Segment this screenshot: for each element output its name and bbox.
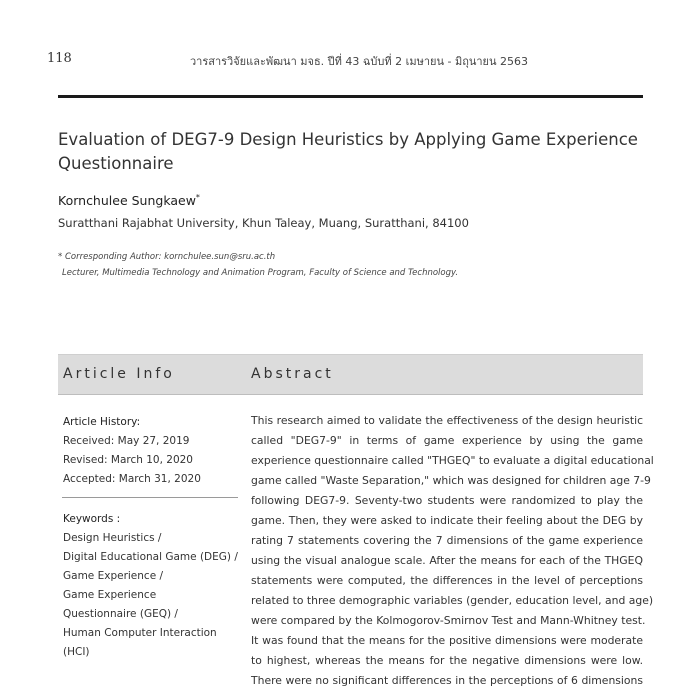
running-head: วารสารวิจัยและพัฒนา มจธ. ปีที่ 43 ฉบับที่ 2 เมษายน - มิถุนายน 2563 [190, 55, 529, 68]
author-name-text: Kornchulee Sungkaew [58, 193, 196, 209]
keyword-item: (HCI) [63, 646, 90, 658]
abstract-line: statements were computed, the differences in the level of perceptions [251, 574, 643, 587]
author-name [58, 193, 200, 208]
author-mark: * [195, 193, 200, 202]
abstract-line: This research aimed to validate the effectiveness of the design heuristic [251, 414, 643, 427]
abstract-line: using the visual analogue scale. After the means for each of the THGEQ [251, 554, 643, 567]
abstract-line: to highest, whereas the means for the negative dimensions were low. [251, 654, 643, 667]
abstract-line: game called "Waste Separation," which was designed for children age 7-9 [251, 474, 651, 487]
author-role: Lecturer, Multimedia Technology and Animation Program, Faculty of Science and Technology. [62, 268, 459, 278]
corresponding-author: * Corresponding Author: kornchulee.sun@sru.ac.th [58, 252, 276, 262]
article-history [63, 413, 243, 489]
abstract-line: rating 7 statements covering the 7 dimensions of the game experience [251, 534, 643, 547]
abstract-line: were compared by the Kolmogorov-Smirnov Test and Mann-Whitney test. [251, 614, 646, 627]
abstract-line: game. Then, they were asked to indicate their feeling about the DEG by [251, 514, 643, 527]
abstract-line: related to three demographic variables (gender, education level, and age) [251, 594, 654, 607]
keywords-block [63, 510, 243, 662]
keyword-item: Digital Educational Game (DEG) / [63, 551, 238, 563]
abstract-line: experience questionnaire called "THGEQ" to evaluate a digital educational [251, 454, 654, 467]
abstract-line: following DEG7-9. Seventy-two students were randomized to play the [251, 494, 643, 507]
keyword-item: Human Computer Interaction [63, 627, 217, 639]
abstract-line: called "DEG7-9" in terms of game experience by using the game [251, 434, 643, 447]
article-title: Evaluation of DEG7-9 Design Heuristics by Applying Game Experience Questionnaire [58, 130, 638, 173]
keyword-item: Design Heuristics / [63, 532, 162, 544]
accepted-date: Accepted: March 31, 2020 [63, 473, 201, 485]
keyword-item: Questionnaire (GEQ) / [63, 608, 178, 620]
received-date: Received: May 27, 2019 [63, 435, 190, 447]
author-affiliation: Suratthani Rajabhat University, Khun Taleay, Muang, Suratthani, 84100 [58, 216, 469, 230]
keywords-label: Keywords : [63, 513, 121, 525]
abstract-body [251, 411, 654, 691]
history-label: Article History: [63, 416, 141, 428]
header-rule [58, 95, 643, 98]
revised-date: Revised: March 10, 2020 [63, 454, 193, 466]
keyword-item: Game Experience [63, 589, 157, 601]
abstract-line: There were no significant differences in the perceptions of 6 dimensions [251, 674, 643, 687]
page-number: 118 [47, 51, 72, 66]
abstract-heading: Abstract [251, 366, 334, 382]
keyword-item: Game Experience / [63, 570, 164, 582]
abstract-line: It was found that the means for the positive dimensions were moderate [251, 634, 643, 647]
article-info-heading: Article Info [63, 366, 175, 382]
info-divider [62, 497, 238, 498]
